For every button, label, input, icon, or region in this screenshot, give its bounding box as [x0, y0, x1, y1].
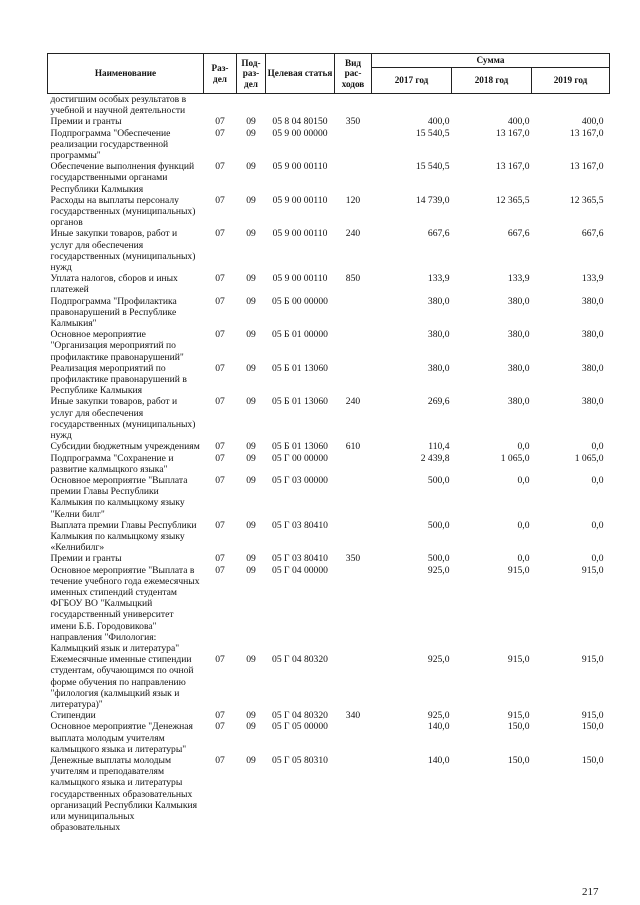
table-row [48, 520, 610, 554]
cell-name: Иные закупки товаров, работ и услуг для обеспечения государственных (муниципальных) нужд [50, 396, 196, 442]
cell-podrazdel: 09 [246, 474, 256, 486]
cell-2019: 915,0 [581, 654, 604, 666]
cell-vid [335, 363, 372, 397]
cell-2019: 0,0 [591, 519, 604, 531]
cell-razdel: 07 [215, 396, 225, 408]
cell-celevaya: 05 Г 04 80320 [272, 654, 328, 666]
cell-name: Подпрограмма "Сохранение и развитие калмыцкого языка" [50, 452, 174, 475]
table-row [48, 228, 610, 273]
cell-celevaya: 05 Б 01 13060 [272, 396, 328, 408]
cell-podrazdel: 09 [246, 127, 256, 139]
cell-razdel: 07 [215, 127, 225, 139]
table-row [48, 161, 610, 195]
cell-razdel: 07 [215, 754, 225, 766]
cell-celevaya: 05 Б 00 00000 [272, 295, 328, 307]
cell-2019: 12 365,5 [569, 194, 604, 206]
cell-celevaya: 05 9 00 00110 [272, 273, 328, 285]
cell-name: Премии и гранты [50, 553, 122, 565]
table-row [48, 565, 610, 655]
cell-celevaya: 05 9 00 00000 [272, 127, 328, 139]
cell-podrazdel: 09 [246, 362, 256, 374]
cell-2017: 15 540,5 [415, 127, 450, 139]
table-row [48, 396, 610, 441]
cell-razdel: 07 [215, 295, 225, 307]
cell-2017: 925,0 [427, 654, 450, 666]
cell-razdel: 07 [215, 710, 225, 722]
page-number: 217 [582, 886, 599, 898]
cell-razdel: 07 [215, 161, 225, 173]
cell-razdel: 07 [215, 452, 225, 464]
table-row [48, 329, 610, 363]
cell-name: Основное мероприятие "Организация мероприятий по профилактике правонарушений" [50, 329, 184, 363]
cell-2019: 380,0 [581, 295, 604, 307]
cell-2018: 0,0 [517, 474, 530, 486]
cell-podrazdel: 09 [246, 754, 256, 766]
cell-celevaya: 05 Г 03 80410 [272, 553, 328, 565]
cell-2019 [532, 94, 610, 117]
header-2018: 2018 год [452, 68, 532, 94]
cell-2019: 13 167,0 [569, 127, 604, 139]
cell-podrazdel: 09 [246, 519, 256, 531]
cell-celevaya: 05 9 00 00110 [272, 161, 328, 173]
table-header [48, 54, 610, 94]
cell-2017: 925,0 [427, 710, 450, 722]
header-2019: 2019 год [532, 68, 610, 94]
header-celevaya: Целевая статья [266, 54, 335, 94]
cell-name: Основное мероприятие "Выплата премии Главы Республики Калмыкия по калмыцкому языку "Келни билг" [50, 474, 188, 520]
table-row [48, 363, 610, 397]
cell-podrazdel: 09 [246, 452, 256, 464]
cell-vid [335, 755, 372, 833]
cell-podrazdel: 09 [246, 654, 256, 666]
table-row [48, 654, 610, 710]
cell-name: Выплата премии Главы Республики Калмыкия по калмыцкому языку «Келнибилг» [50, 519, 197, 554]
cell-podrazdel: 09 [246, 194, 256, 206]
cell-celevaya: 05 9 00 00110 [272, 228, 328, 240]
cell-podrazdel: 09 [246, 228, 256, 240]
cell-razdel: 07 [215, 441, 225, 453]
cell-2018 [452, 94, 532, 117]
cell-2019: 915,0 [581, 564, 604, 576]
cell-celevaya: 05 9 00 00110 [272, 194, 328, 206]
cell-razdel: 07 [215, 721, 225, 733]
cell-2017: 14 739,0 [415, 194, 450, 206]
cell-vid [335, 721, 372, 755]
cell-2018: 133,9 [507, 273, 530, 285]
cell-vid [335, 296, 372, 330]
cell-2019: 380,0 [581, 362, 604, 374]
cell-2018: 915,0 [507, 564, 530, 576]
cell-podrazdel: 09 [246, 721, 256, 733]
cell-2018: 400,0 [507, 116, 530, 128]
cell-2017: 2 439,8 [420, 452, 450, 464]
cell-2018: 150,0 [507, 754, 530, 766]
cell-vid [335, 520, 372, 554]
table-row [48, 441, 610, 452]
header-razdel: Раз- дел [204, 54, 237, 94]
cell-name: Денежные выплаты молодым учителям и преподавателям калмыцкого языка и литературы государственных образовательных организаций Республики Калмыкия или муниципальных образовательных [50, 754, 198, 834]
cell-2017: 500,0 [427, 553, 450, 565]
cell-podrazdel: 09 [246, 161, 256, 173]
cell-podrazdel: 09 [246, 564, 256, 576]
cell-2017: 15 540,5 [415, 161, 450, 173]
table-row [48, 94, 610, 117]
cell-name: Иные закупки товаров, работ и услуг для обеспечения государственных (муниципальных) нужд [50, 228, 196, 274]
cell-2018: 380,0 [507, 362, 530, 374]
cell-name: Подпрограмма "Обеспечение реализации государственной программы" [50, 127, 171, 162]
cell-podrazdel: 09 [246, 295, 256, 307]
cell-2018: 915,0 [507, 710, 530, 722]
cell-name: Ежемесячные именные стипендии студентам, обучающимся по очной форме обучения по направлению "филология (калмыцкий язык и литература)" [50, 654, 194, 710]
cell-celevaya: 05 Г 04 80320 [272, 710, 328, 722]
cell-razdel: 07 [215, 474, 225, 486]
cell-2017: 380,0 [427, 295, 450, 307]
cell-2017: 133,9 [427, 273, 450, 285]
cell-celevaya: 05 8 04 80150 [272, 116, 328, 128]
cell-2017: 500,0 [427, 519, 450, 531]
cell-2017: 140,0 [427, 754, 450, 766]
cell-name: Расходы на выплаты персоналу государственных (муниципальных) органов [50, 194, 196, 229]
cell-2017 [372, 94, 452, 117]
cell-razdel: 07 [215, 228, 225, 240]
cell-vid: 120 [345, 194, 361, 206]
cell-celevaya: 05 Б 01 13060 [272, 441, 328, 453]
cell-name: Премии и гранты [50, 116, 122, 128]
cell-celevaya: 05 Б 01 13060 [272, 362, 328, 374]
cell-podrazdel: 09 [246, 329, 256, 341]
cell-2019: 13 167,0 [569, 161, 604, 173]
cell-vid: 340 [345, 710, 361, 722]
cell-podrazdel: 09 [246, 553, 256, 565]
cell-razdel: 07 [215, 519, 225, 531]
cell-celevaya: 05 Г 03 80410 [272, 519, 328, 531]
budget-table [47, 53, 610, 833]
cell-2018: 380,0 [507, 295, 530, 307]
cell-razdel: 07 [215, 194, 225, 206]
cell-name: Уплата налогов, сборов и иных платежей [50, 273, 178, 296]
table-row [48, 475, 610, 520]
cell-vid [335, 94, 372, 117]
cell-2019: 380,0 [581, 396, 604, 408]
cell-2018: 380,0 [507, 396, 530, 408]
cell-podrazdel: 09 [246, 273, 256, 285]
table-row [48, 553, 610, 564]
cell-name: Подпрограмма "Профилактика правонарушений в Республике Калмыкия" [50, 295, 177, 330]
cell-2019: 0,0 [591, 441, 604, 453]
cell-podrazdel: 09 [246, 396, 256, 408]
cell-2018: 0,0 [517, 441, 530, 453]
cell-2018: 0,0 [517, 553, 530, 565]
cell-2019: 667,6 [581, 228, 604, 240]
header-2017: 2017 год [372, 68, 452, 94]
cell-razdel: 07 [215, 329, 225, 341]
table-row [48, 195, 610, 229]
cell-2018: 380,0 [507, 329, 530, 341]
cell-celevaya: 05 Г 04 00000 [272, 564, 328, 576]
cell-2019: 133,9 [581, 273, 604, 285]
cell-name: Обеспечение выполнения функций государственными органами Республики Калмыкия [50, 161, 195, 195]
table-row [48, 273, 610, 295]
cell-vid [335, 475, 372, 520]
table-row [48, 128, 610, 162]
header-podrazdel: Под- раз- дел [237, 54, 266, 94]
cell-vid [335, 453, 372, 475]
cell-2018: 13 167,0 [495, 161, 530, 173]
cell-vid [335, 565, 372, 655]
cell-name: Основное мероприятие "Выплата в течение учебного года ежемесячных именных стипендий студентам ФГБОУ ВО "Калмыцкий государственный университет имени Б.Б. Городовикова" направления "Филология: Калмыцкий язык и литература" [50, 564, 200, 654]
cell-2017: 140,0 [427, 721, 450, 733]
cell-vid: 350 [345, 553, 361, 565]
cell-name: Стипендии [50, 710, 96, 722]
cell-celevaya: 05 Г 03 00000 [272, 474, 328, 486]
header-vid: Вид рас- ходов [335, 54, 372, 94]
cell-2019: 150,0 [581, 721, 604, 733]
table-row [48, 755, 610, 833]
cell-2017: 380,0 [427, 329, 450, 341]
cell-razdel: 07 [215, 116, 225, 128]
cell-vid [335, 128, 372, 162]
cell-2017: 380,0 [427, 362, 450, 374]
table-row [48, 453, 610, 475]
cell-2018: 0,0 [517, 519, 530, 531]
header-name: Наименование [48, 54, 204, 94]
cell-2019: 150,0 [581, 754, 604, 766]
cell-vid [335, 161, 372, 195]
header-summa: Сумма [372, 54, 610, 68]
table-body [48, 94, 610, 834]
cell-2019: 380,0 [581, 329, 604, 341]
cell-2018: 12 365,5 [495, 194, 530, 206]
table-row [48, 710, 610, 721]
cell-vid [335, 654, 372, 710]
cell-2019: 0,0 [591, 474, 604, 486]
cell-2017: 667,6 [427, 228, 450, 240]
cell-razdel: 07 [215, 564, 225, 576]
table-row [48, 296, 610, 330]
cell-2017: 500,0 [427, 474, 450, 486]
cell-2019: 1 065,0 [574, 452, 604, 464]
cell-vid [335, 329, 372, 363]
cell-podrazdel: 09 [246, 710, 256, 722]
cell-vid: 240 [345, 228, 361, 240]
cell-podrazdel: 09 [246, 116, 256, 128]
cell-celevaya: 05 Б 01 00000 [272, 329, 328, 341]
cell-2017: 400,0 [427, 116, 450, 128]
cell-name: достигшим особых результатов в учебной и научной деятельности [50, 94, 187, 117]
table-row [48, 721, 610, 755]
cell-razdel: 07 [215, 273, 225, 285]
cell-podrazdel [237, 94, 266, 117]
cell-2019: 400,0 [581, 116, 604, 128]
cell-vid: 240 [345, 396, 361, 408]
cell-vid: 850 [345, 273, 361, 285]
cell-razdel: 07 [215, 362, 225, 374]
cell-vid: 610 [345, 441, 361, 453]
cell-name: Реализация мероприятий по профилактике правонарушений в Республике Калмыкия [50, 362, 187, 397]
cell-2018: 667,6 [507, 228, 530, 240]
cell-2017: 110,4 [428, 441, 450, 453]
cell-razdel: 07 [215, 654, 225, 666]
cell-2019: 0,0 [591, 553, 604, 565]
cell-2017: 269,6 [427, 396, 450, 408]
cell-razdel [204, 94, 237, 117]
cell-name: Субсидии бюджетным учреждениям [50, 441, 200, 453]
cell-2018: 13 167,0 [495, 127, 530, 139]
cell-2018: 915,0 [507, 654, 530, 666]
cell-name: Основное мероприятие "Денежная выплата молодым учителям калмыцкого языка и литературы" [50, 721, 193, 755]
cell-celevaya: 05 Г 05 80310 [272, 754, 328, 766]
cell-celevaya [266, 94, 335, 117]
table-row [48, 116, 610, 127]
cell-2018: 150,0 [507, 721, 530, 733]
cell-2019: 915,0 [581, 710, 604, 722]
cell-celevaya: 05 Г 05 00000 [272, 721, 328, 733]
cell-razdel: 07 [215, 553, 225, 565]
cell-vid: 350 [345, 116, 361, 128]
cell-celevaya: 05 Г 00 00000 [272, 452, 328, 464]
cell-podrazdel: 09 [246, 441, 256, 453]
cell-2017: 925,0 [427, 564, 450, 576]
cell-2018: 1 065,0 [500, 452, 530, 464]
